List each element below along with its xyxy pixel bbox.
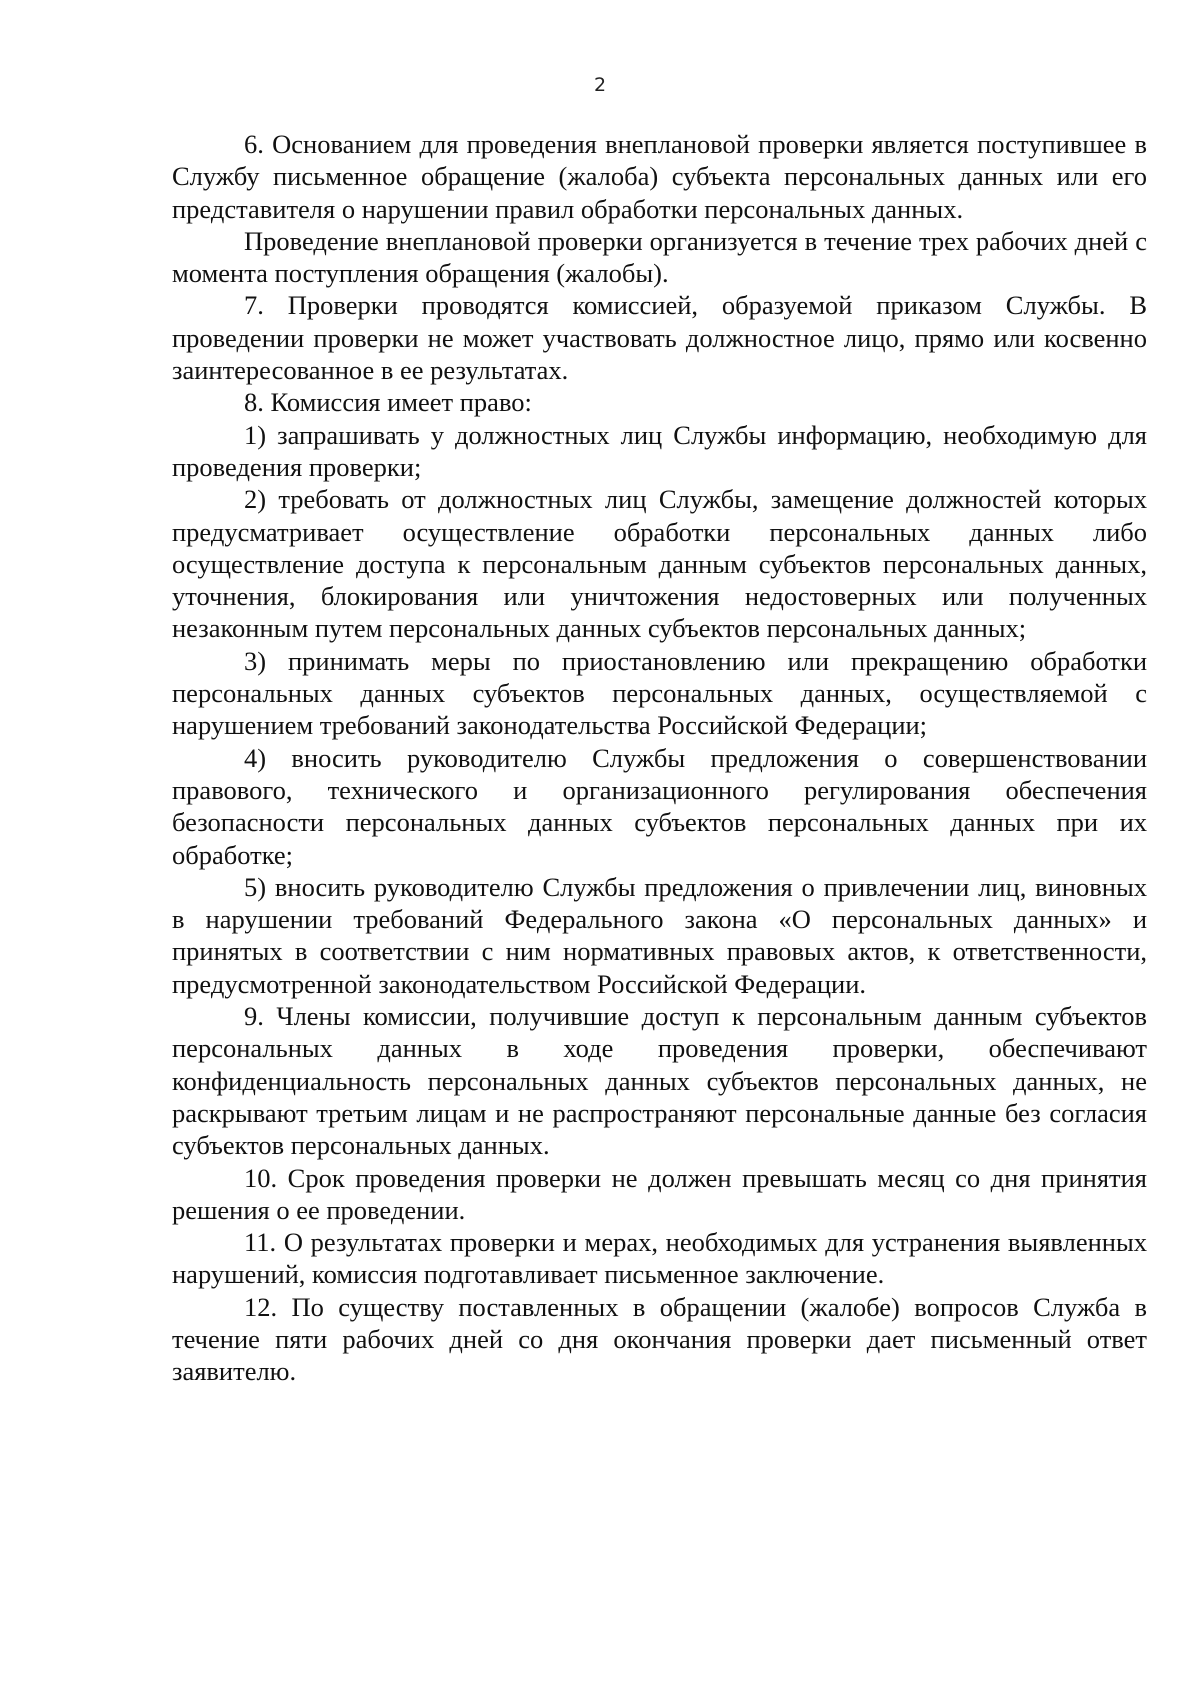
paragraph-11-conclusion: 11. О результатах проверки и мерах, необходимых для устранения выявленных нарушений, комиссия подготавливает письменное заключение. [172,1227,1147,1290]
paragraph-check-organization-term: Проведение внеплановой проверки организуется в течение трех рабочих дней с момента поступления обращения (жалобы). [172,225,1147,289]
document-body [172,128,1147,1388]
list-item-right-5: 5) вносить руководителю Службы предложения о привлечении лиц, виновных в нарушении требований Федерального закона «О персональных данных» и принятых в соответствии с ним нормативных правовых актов, к ответственности, предусмотренной законодательством Российской Федерации. [172,871,1147,999]
list-item-right-4: 4) вносить руководителю Службы предложения о совершенствовании правового, технического и организационного регулирования обеспечения безопасности персональных данных субъектов персональных данных при их обработке; [172,742,1147,870]
paragraph-12-response: 12. По существу поставленных в обращении (жалобе) вопросов Служба в течение пяти рабочих дней со дня окончания проверки дает письменный ответ заявителю. [172,1291,1147,1387]
paragraph-8-commission-rights: 8. Комиссия имеет право: [244,387,532,418]
paragraph-10-check-duration: 10. Срок проведения проверки не должен превышать месяц со дня принятия решения о ее проведении. [172,1162,1147,1225]
list-item-right-2: 2) требовать от должностных лиц Службы, замещение должностей которых предусматривает осуществление обработки персональных данных либо осуществление доступа к персональным данным субъектов персональных данных, уточнения, блокирования или уничтожения недостоверных или полученных незаконным путем персональных данных субъектов персональных данных; [172,484,1147,644]
paragraph-9-confidentiality: 9. Члены комиссии, получившие доступ к персональным данным субъектов персональных данных в ходе проведения проверки, обеспечивают конфиденциальность персональных данных субъектов персональных данных, не раскрывают третьим лицам и не распространяют персональные данные без согласия субъектов персональных данных. [172,1001,1147,1161]
paragraph-6-grounds-unscheduled-check: 6. Основанием для проведения внеплановой проверки является поступившее в Службу письменное обращение (жалоба) субъекта персональных данных или его представителя о нарушении правил обработки персональных данных. [172,129,1147,224]
list-item-right-3: 3) принимать меры по приостановлению или прекращению обработки персональных данных субъектов персональных данных, осуществляемой с нарушением требований законодательства Российской Федерации; [172,645,1147,741]
page-number: 2 [593,74,607,96]
list-item-right-1: 1) запрашивать у должностных лиц Службы информацию, необходимую для проведения проверки; [172,419,1147,482]
paragraph-7-commission: 7. Проверки проводятся комиссией, образуемой приказом Службы. В проведении проверки не может участвовать должностное лицо, прямо или косвенно заинтересованное в ее результатах. [172,290,1147,386]
